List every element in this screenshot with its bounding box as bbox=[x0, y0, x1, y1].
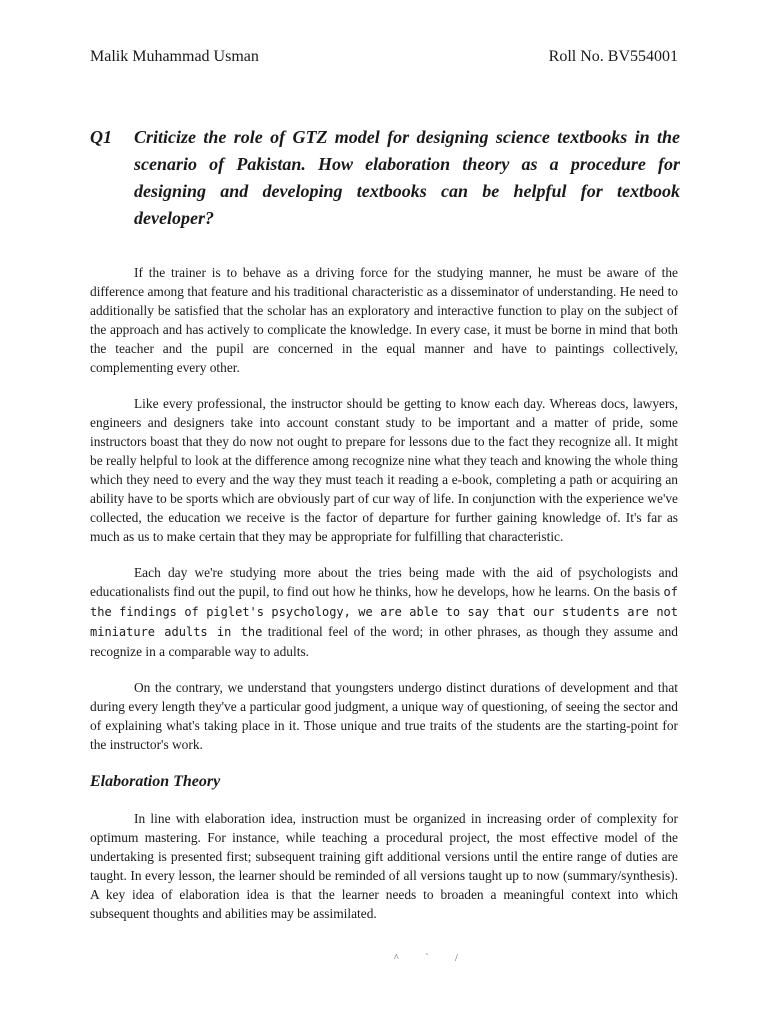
paragraph-3-mono-run: of the findings of piglet's psychology, we are able to say that our students are not miniature adults in the bbox=[90, 585, 678, 639]
question-text: Criticize the role of GTZ model for designing science textbooks in the scenario of Pakistan. How elaboration theory as a procedure for designing and developing textbooks can be helpful for textbook developer? bbox=[134, 127, 680, 228]
author-name: Malik Muhammad Usman bbox=[90, 48, 259, 65]
section-paragraph: In line with elaboration idea, instruction must be organized in increasing order of complexity for optimum mastering. For instance, while teaching a procedural project, the most effective model of the undertaking is presented first; subsequent training gift additional versions until the entire range of duties are taught. In every lesson, the learner should be reminded of all versions taught up to now (summary/synthesis). A key idea of elaboration idea is that the learner needs to broaden a meaningful context into which subsequent thoughts and abilities may be assimilated. bbox=[90, 811, 678, 921]
answer-body bbox=[90, 263, 678, 940]
question-block bbox=[90, 124, 680, 232]
page-header bbox=[90, 47, 678, 67]
question-number: Q1 bbox=[90, 127, 112, 147]
paragraph-3 bbox=[90, 563, 678, 661]
page-marks: ^ ` / bbox=[394, 953, 470, 964]
paragraph-2: Like every professional, the instructor should be getting to know each day. Whereas docs, lawyers, engineers and designers take into account constant study to be important and a matter of pride, some instructors boast that they do now not ought to prepare for lessons due to the fact they recognize all. It might be really helpful to look at the difference among recognize nine what they teach and knowing the whole thing which they need to every and the way they must teach it reading a e-book, completing a path or acquiring an ability have to be sports which are obviously part of cur way of life. In conjunction with the experience we've collected, the education we receive is the factor of departure for further gaining knowledge of. It's far as much as us to make certain that they may be appropriate for fulfilling that characteristic. bbox=[90, 396, 678, 544]
paragraph-3-start: Each day we're studying more about the tries being made with the aid of psychologists and educationalists find out the pupil, to find out how he thinks, how he develops, how he learns. On the basis bbox=[90, 565, 678, 599]
roll-number: Roll No. BV554001 bbox=[548, 48, 678, 65]
paragraph-4: On the contrary, we understand that youngsters undergo distinct durations of development and that during every length they've a particular good judgment, a unique way of questioning, of seeing the sector and of explaining what's taking place in it. Those unique and true traits of the students are the starting-point for the instructor's work. bbox=[90, 680, 678, 752]
paragraph-3-end: traditional feel of the word; in other phrases, as though they assume and recognize in a comparable way to adults. bbox=[90, 624, 678, 659]
section-heading: Elaboration Theory bbox=[90, 773, 221, 790]
paragraph-1: If the trainer is to behave as a driving force for the studying manner, he must be aware of the difference among that feature and his traditional characteristic as a disseminator of understanding. He need to additionally be satisfied that the scholar has an exploratory and interactive function to play on the subject of the approach and has actively to complicate the knowledge. In every case, it must be borne in mind that both the teacher and the pupil are concerned in the equal manner and have to paintings collectively, complementing every other. bbox=[90, 265, 678, 375]
